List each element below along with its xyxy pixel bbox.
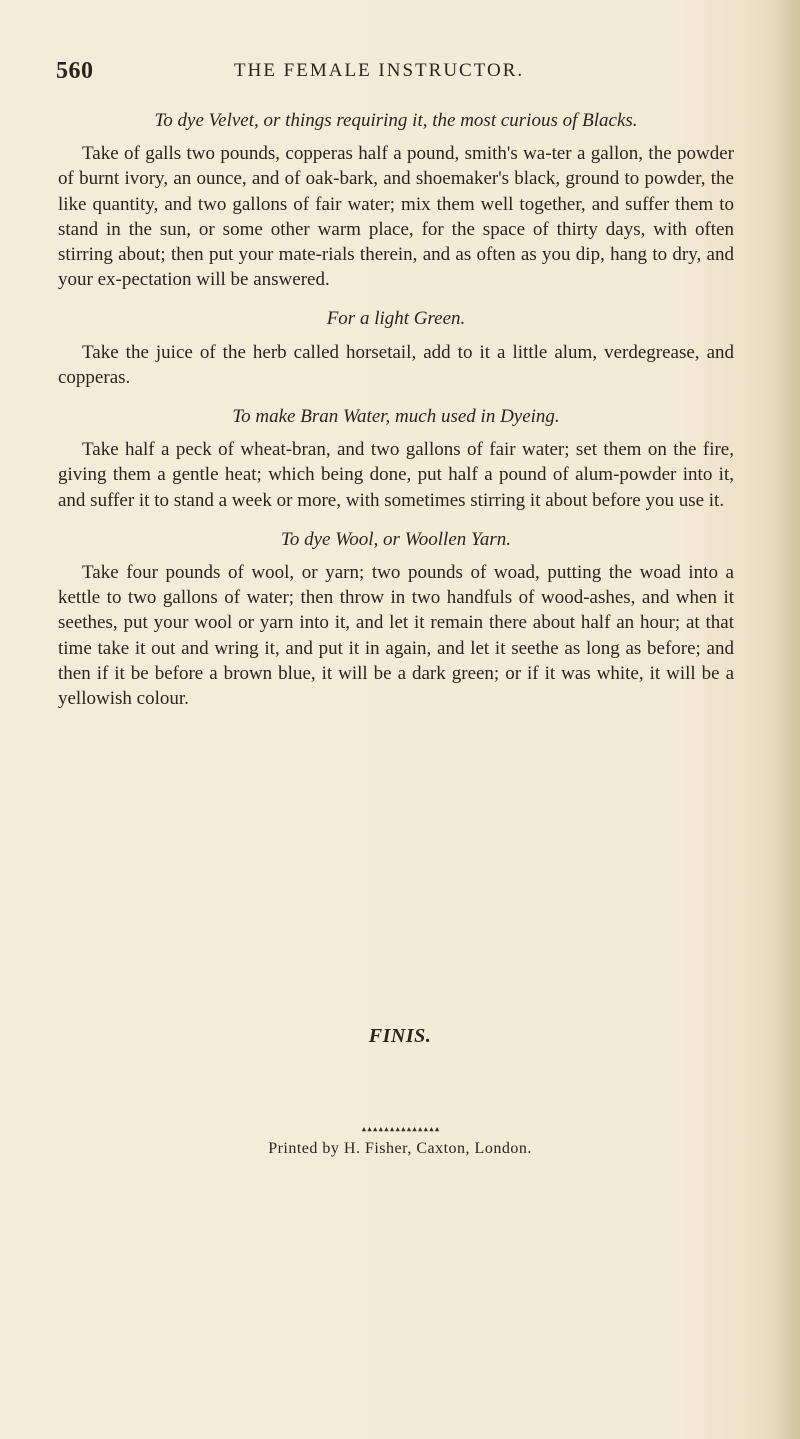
printer-ornament-rule: ▴▴▴▴▴▴▴▴▴▴▴▴▴▴ [360, 1122, 440, 1135]
page-number: 560 [56, 58, 94, 84]
section-heading-wool: To dye Wool, or Woollen Yarn. [281, 528, 511, 550]
section-heading-velvet: To dye Velvet, or things requiring it, the most curious of Blacks. [154, 110, 638, 131]
section-body-wool: Take four pounds of wool, or yarn; two pounds of woad, putting the woad into a kettle to two gallons of water; then throw in two handfuls of wood-ashes, and when it seethes, put your wool or yarn into it, and let it remain there about half an hour; at that time take it out and wring it, and put it in again, and let it seethe as long as before; and then if it be before a brown blue, it will be a dark green; or if it was white, it will be a yellowish colour. [58, 562, 734, 710]
finis-label: FINIS. [368, 1025, 432, 1047]
section-body-light-green: Take the juice of the herb called horsetail, add to it a little alum, verdegrease, and copperas. [58, 341, 734, 388]
page-body [58, 108, 734, 725]
section-body-velvet: Take of galls two pounds, copperas half a pound, smith's wa-ter a gallon, the powder of burnt ivory, an ounce, and of oak-bark, and shoemaker's black, ground to powder, the like quantity, and two gallons of fair water; mix them well together, and suffer them to stand in the sun, or some other warm place, for the space of thirty days, with often stirring about; then put your mate-rials therein, and as often as you dip, hang to dry, and your ex-pectation will be answered. [58, 143, 734, 291]
page-edge-shadow [772, 0, 800, 1439]
page-header [56, 58, 736, 88]
printer-imprint: Printed by H. Fisher, Caxton, London. [268, 1140, 532, 1157]
section-heading-bran-water: To make Bran Water, much used in Dyeing. [232, 406, 560, 428]
section-heading-light-green: For a light Green. [326, 308, 466, 330]
section-body-bran-water: Take half a peck of wheat-bran, and two gallons of fair water; set them on the fire, giving them a gentle heat; which being done, put half a pound of alum-powder into it, and suffer it to stand a week or more, with sometimes stirring it about before you use it. [58, 439, 734, 511]
running-title: THE FEMALE INSTRUCTOR. [234, 60, 525, 81]
